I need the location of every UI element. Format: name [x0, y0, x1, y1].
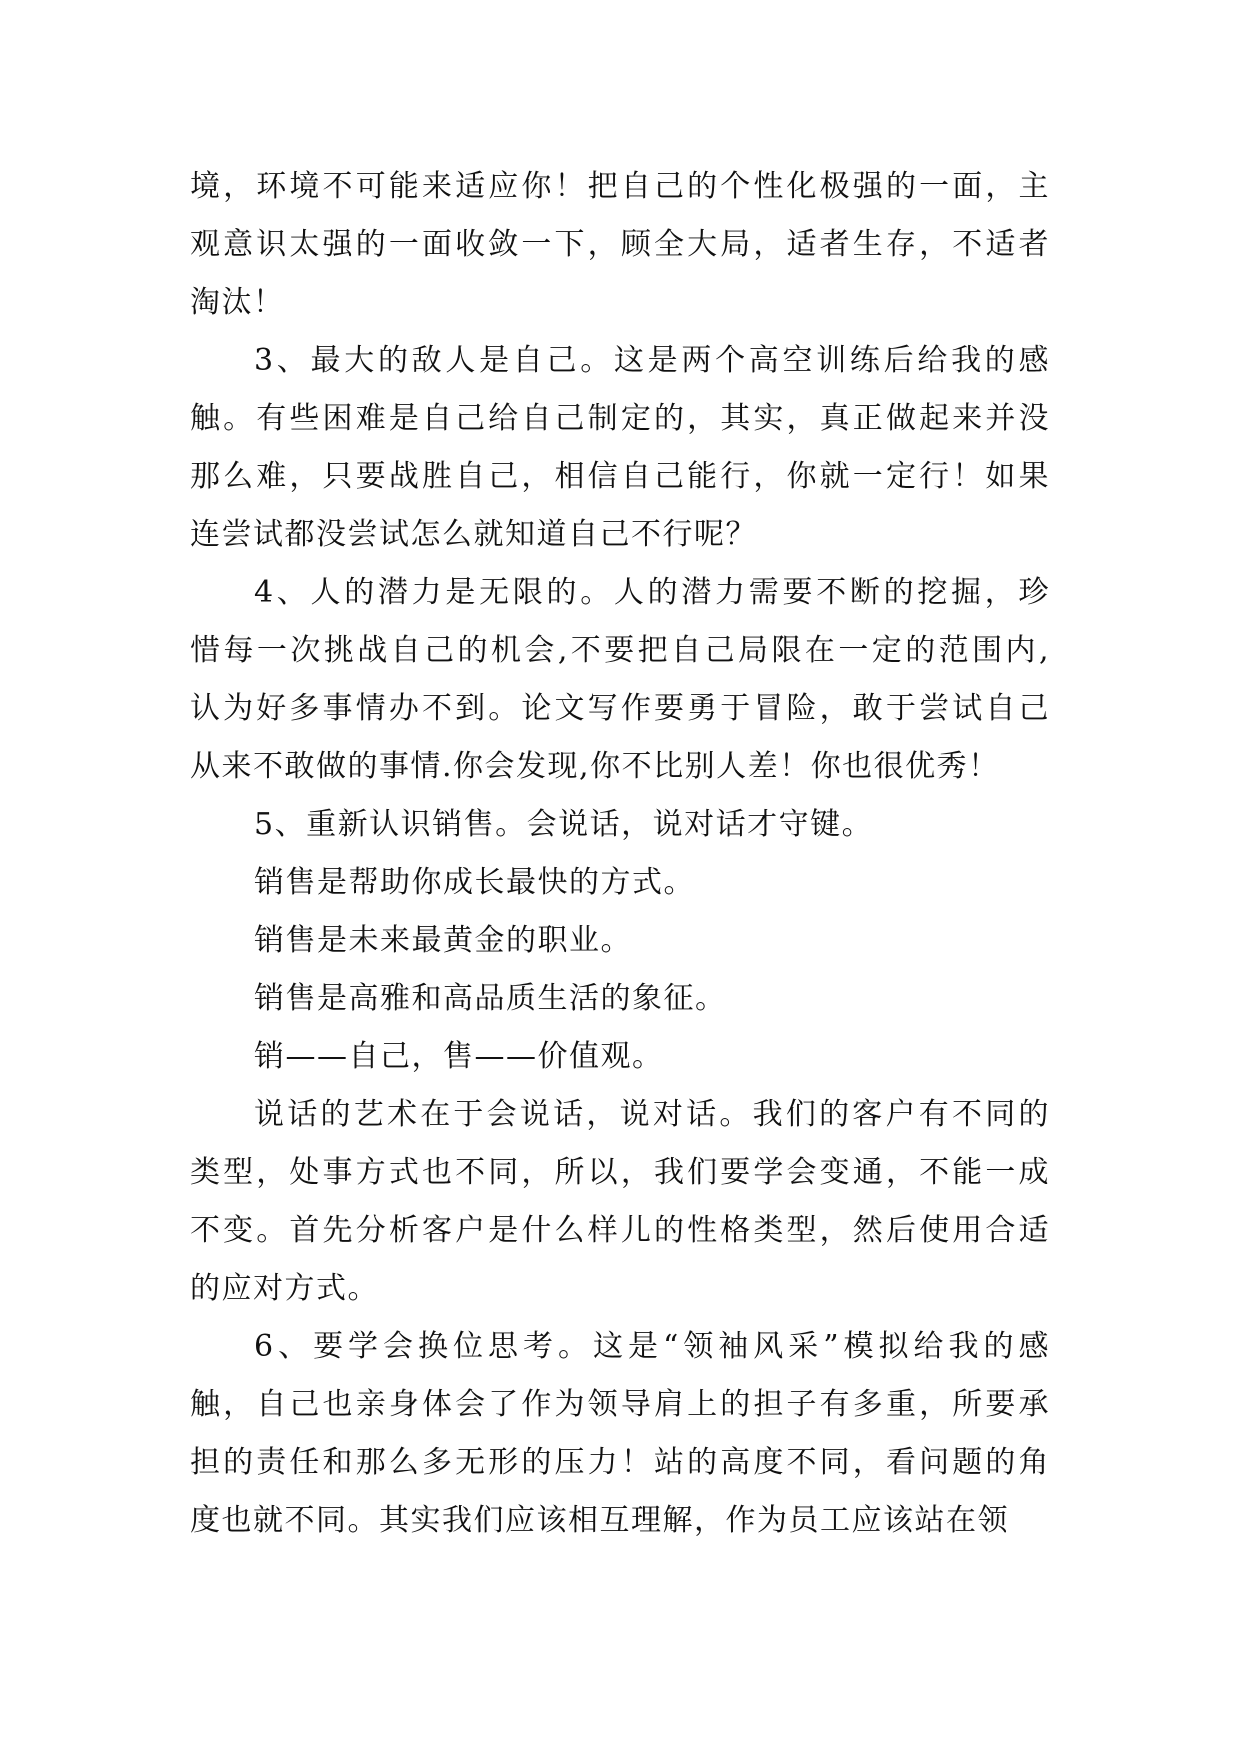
text-line: 类型，处事方式也不同，所以，我们要学会变通，不能一成 [190, 1155, 1050, 1190]
text-line: 担的责任和那么多无形的压力！站的高度不同，看问题的角 [190, 1445, 1050, 1480]
text-line: 的应对方式。 [190, 1271, 379, 1306]
paragraph [190, 854, 1050, 912]
text-line: 连尝试都没尝试怎么就知道自己不行呢？ [190, 517, 757, 552]
text-line: 6、要学会换位思考。这是“领袖风采”模拟给我的感 [254, 1329, 1050, 1364]
paragraph [190, 796, 1050, 854]
text-line: 那么难，只要战胜自己，相信自己能行，你就一定行！如果 [190, 459, 1050, 494]
text-line: 3、最大的敌人是自己。这是两个高空训练后给我的感 [254, 343, 1050, 378]
text-line: 触。有些困难是自己给自己制定的，其实，真正做起来并没 [190, 401, 1050, 436]
document-body [190, 158, 1050, 1550]
text-line: 说话的艺术在于会说话，说对话。我们的客户有不同的 [254, 1097, 1050, 1132]
text-line: 不变。首先分析客户是什么样儿的性格类型，然后使用合适 [190, 1213, 1050, 1248]
text-line: 4、人的潜力是无限的。人的潜力需要不断的挖掘，珍 [254, 575, 1050, 610]
text-line: 观意识太强的一面收敛一下，顾全大局，适者生存，不适者 [190, 227, 1050, 262]
text-line: 销售是帮助你成长最快的方式。 [254, 865, 695, 900]
paragraph [190, 564, 1050, 796]
paragraph [190, 158, 1050, 332]
text-line: 触，自己也亲身体会了作为领导肩上的担子有多重，所要承 [190, 1387, 1050, 1422]
paragraph [190, 1028, 1050, 1086]
text-line: 境，环境不可能来适应你！把自己的个性化极强的一面，主 [190, 169, 1050, 204]
text-line: 销——自己，售——价值观。 [254, 1039, 664, 1074]
text-line: 5、重新认识销售。会说话，说对话才守键。 [254, 807, 874, 842]
text-line: 淘汰！ [190, 285, 285, 320]
paragraph [190, 1318, 1050, 1550]
paragraph [190, 970, 1050, 1028]
paragraph [190, 1086, 1050, 1318]
text-line: 认为好多事情办不到。论文写作要勇于冒险，敢于尝试自己 [190, 691, 1050, 726]
text-line: 从来不敢做的事情.你会发现,你不比别人差！你也很优秀！ [190, 749, 1000, 784]
text-line: 惜每一次挑战自己的机会,不要把自己局限在一定的范围内, [190, 633, 1050, 668]
text-line: 销售是高雅和高品质生活的象征。 [254, 981, 727, 1016]
text-line: 销售是未来最黄金的职业。 [254, 923, 632, 958]
paragraph [190, 912, 1050, 970]
paragraph [190, 332, 1050, 564]
text-line: 度也就不同。其实我们应该相互理解，作为员工应该站在领 [190, 1503, 1009, 1538]
